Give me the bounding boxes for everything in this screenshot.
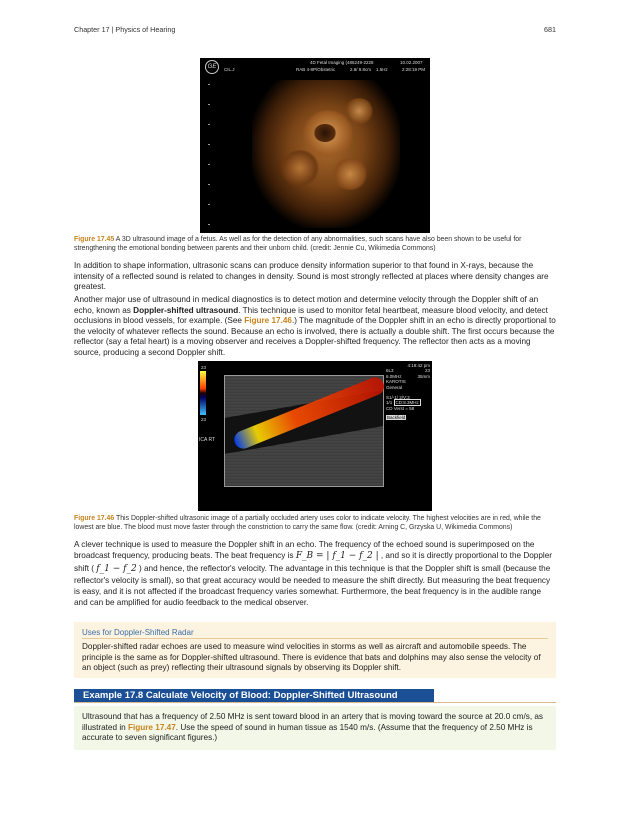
example-divider (74, 702, 556, 703)
overlay-operator: CIL.J (224, 67, 235, 72)
text-run: , and so it is directly proportional to the Doppler shift ( (74, 551, 553, 573)
fetus-3d-render (252, 80, 400, 228)
text-run: ) and hence, the reflector's velocity. The advantage in this technique is that the Doppler shift is small (because the reflector's velocity is small), so that great accuracy would be needed to measure the shift directly. But measuring the beat frequency is easy, and it is not affected if the broadcast frequency varies somewhat. Furthermore, the beat frequency is in the audible range and can be amplified for audio feedback to the medical observer. (74, 563, 551, 608)
overlay-probe: RAB 4-8P/Obstetric (296, 67, 336, 72)
text-run: . This technique is used to monitor fetal heartbeat, measure blood velocity, and detect occlusions in blood vessels, for example. (See (74, 305, 548, 325)
param-preset2: General (386, 384, 403, 390)
page-header (74, 25, 556, 37)
param-probe: 6L3 (386, 368, 394, 374)
figure-label: Figure 17.46 (74, 515, 115, 522)
ge-logo: GE (205, 60, 219, 74)
text-run: .) The magnitude of the Doppler shift in an echo is directly proportional to the velocity of whatever reflects the sound. Because an echo is involved, there is actually a double shift. The first occurs because the reflector (say a fetal heart) is a moving observer and receives a Doppler-shifted frequency. The reflector then acts as a moving source, producing a second Doppler shift. (74, 316, 556, 357)
param-time: 4:18:42 pm (407, 363, 430, 368)
ultrasound-overlay (200, 58, 430, 76)
link-figure-17-47[interactable]: Figure 17.47 (127, 722, 176, 732)
caption-text: A 3D ultrasound image of a fetus. As well as for the detection of any abnormalities, such scans have also been shown to be useful for strengthening the emotional bonding between parents and their unborn child. (credit: Jennie Cu, Wikimedia Commons) (74, 236, 522, 252)
param-4: CD Verst = 58 (386, 405, 415, 411)
term-doppler-shifted-ultrasound: Doppler-shifted ultrasound (133, 305, 239, 315)
link-figure-17-46[interactable]: Figure 17.46 (244, 316, 292, 325)
beat-frequency-equation: F_B = | f_1 − f_2 | (295, 551, 379, 562)
param-freq: 6.0MHz (386, 373, 402, 379)
side-label: ICA RT (199, 437, 216, 443)
example-title: Example 17.8 Calculate Velocity of Blood: Doppler-Shifted Ultrasound (74, 689, 434, 703)
overlay-date: 10.02.2007 (400, 60, 423, 65)
example-body (82, 712, 548, 744)
feature-title: Uses for Doppler-Shifted Radar (82, 628, 194, 637)
paragraph-density: In addition to shape information, ultrasonic scans can produce density information superior to that found in X-rays, because the intensity of a reflected sound is related to changes in density. Sound is most strongly reflected at places where density changes are greatest. (74, 261, 549, 291)
chapter-title: Chapter 17 | Physics of Hearing (74, 25, 176, 34)
doppler-shift-expression: f_1 − f_2 (96, 563, 137, 574)
text-run: A clever technique is used to measure the Doppler shift in an echo. The frequency of the echoed sound is superimposed on the broadcast frequency, producing beats. The beat frequency is (74, 540, 535, 561)
overlay-mode: 4D Fetal Imaging (486249-2228 (310, 60, 374, 65)
example-box (74, 706, 556, 750)
figure-17-45-image (200, 58, 430, 233)
velocity-color-bar (200, 371, 206, 415)
depth-scale (208, 80, 214, 228)
param-button (386, 415, 430, 420)
figure-17-46-caption (74, 514, 556, 532)
param-3: CD:8.3MHz (395, 400, 419, 406)
figure-17-45-caption (74, 235, 556, 253)
bar-bottom-label: 23 (201, 417, 207, 422)
overlay-freq: 2.8/ 9.8cm (350, 67, 372, 72)
feature-box-doppler-radar (74, 622, 556, 678)
param-depth: 35mm (417, 373, 430, 379)
scanner-parameters (386, 363, 430, 421)
feature-divider (82, 638, 548, 639)
caption-text: This Doppler-shifted ultrasonic image of a partially occluded artery uses color to indicate velocity. The highest velocities are in red, while the lowest are blue. The blood must move faster through the constriction to carry the same flow. (credit: Arning C, Grzyska U, Wikimedia Commons) (74, 515, 541, 531)
param-1: S1/-1/ 2/V:3 (386, 395, 410, 401)
overlay-mi: 1.5Hz (376, 67, 388, 72)
figure-17-46-image (198, 361, 432, 511)
backfield-label: Backfield (387, 415, 406, 421)
paragraph-doppler (74, 295, 556, 358)
figure-label: Figure 17.45 (74, 236, 115, 243)
param-2: 1/1 (386, 400, 393, 406)
param-probe-extra: 23 (424, 368, 430, 374)
paragraph-beat-frequency (74, 539, 556, 609)
feature-body: Doppler-shifted radar echoes are used to measure wind velocities in storms as well as aircraft and automobile speeds. The principle is the same as for Doppler-shifted ultrasound. There is evidence that bats and dolphins may also sense the velocity of an object (such as prey) reflecting their ultrasound signals by observing its Doppler shift. (82, 642, 541, 672)
page-number: 681 (544, 25, 556, 34)
overlay-time: 2:28:19 PM (402, 67, 426, 72)
bar-top-label: 23 (201, 365, 207, 370)
doppler-field (224, 375, 384, 487)
text-run: Another major use of ultrasound in medical diagnostics is to detect motion and determine velocity through the Doppler shift of an echo, known as (74, 295, 539, 315)
text-run: Ultrasound that has a frequency of 2.50 MHz is sent toward blood in an artery that is moving toward the source at 20.0 cm/s, as illustrated in (82, 712, 544, 732)
param-preset1: KAROTIS (386, 379, 406, 385)
text-run: . Use the speed of sound in human tissue as 1540 m/s. (Assume that the frequency of 2.50 MHz is accurate to seven significant figures.) (82, 722, 533, 742)
